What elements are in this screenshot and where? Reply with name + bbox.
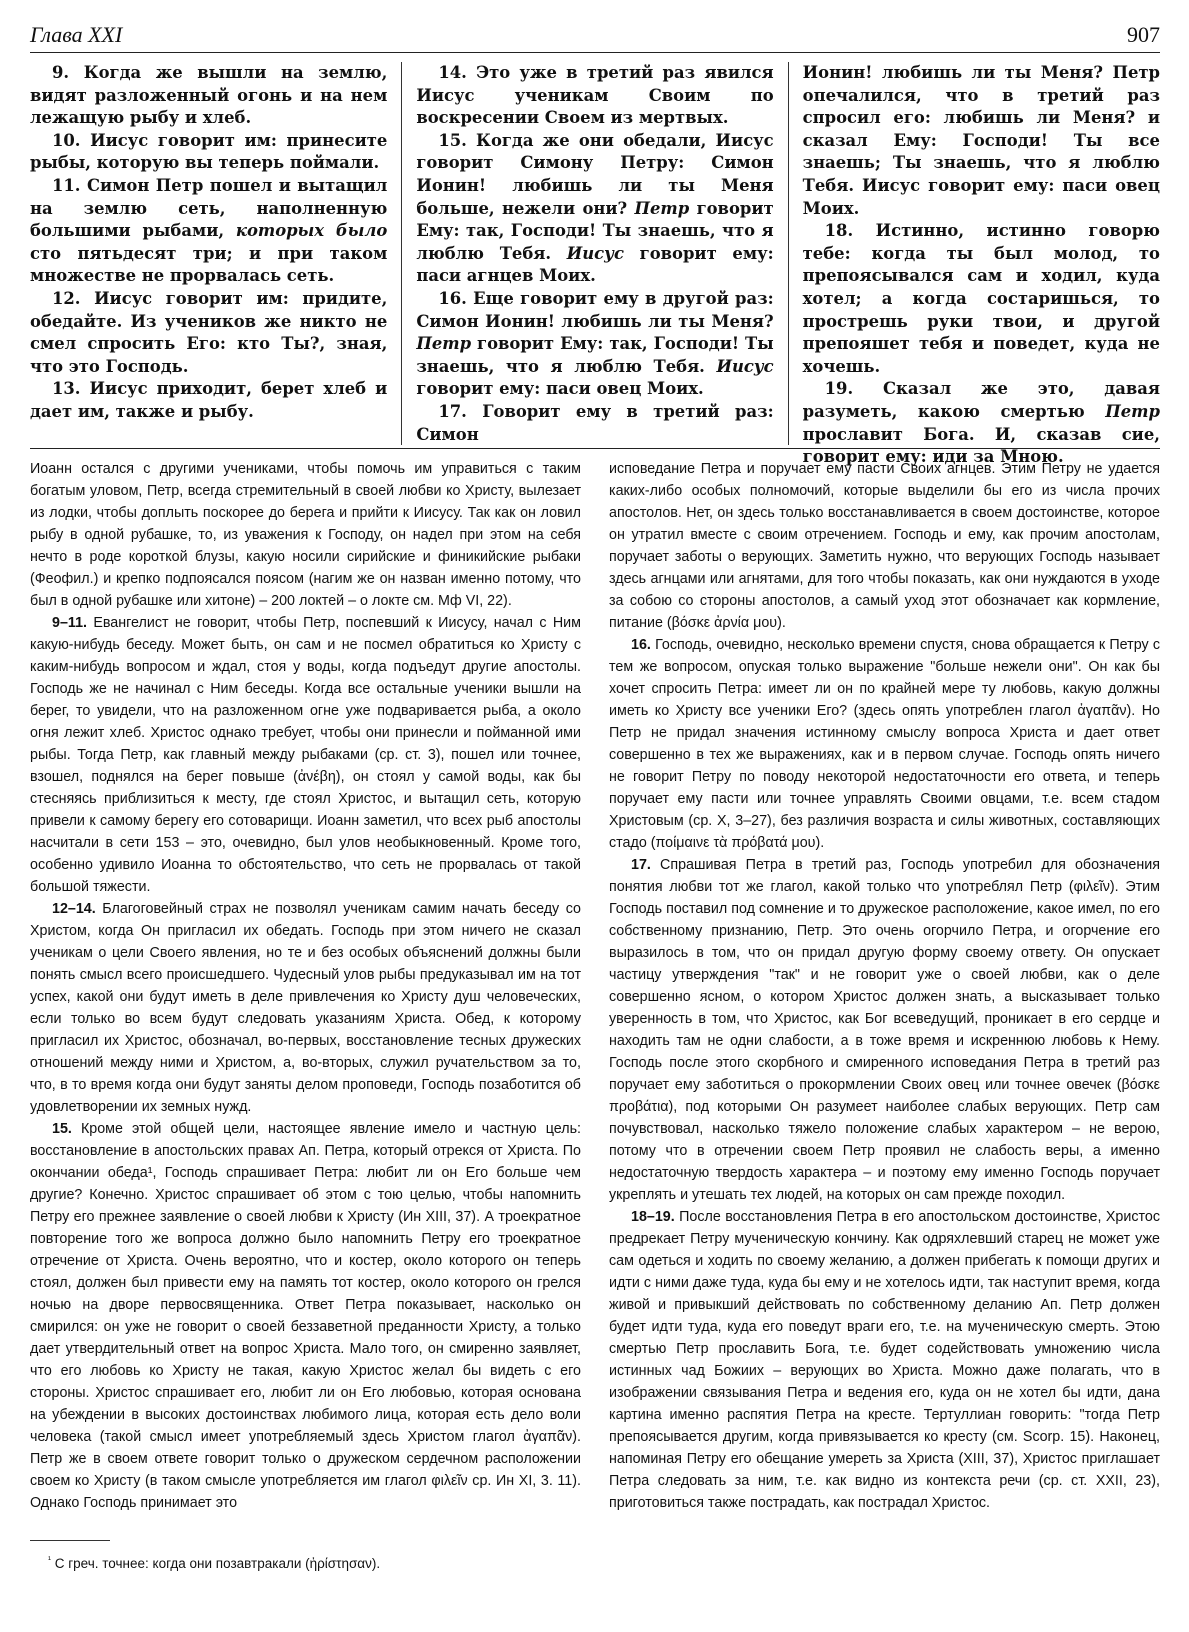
scripture-column-2 (401, 62, 787, 445)
commentary-paragraph: 9–11. Евангелист не говорит, чтобы Петр, поспевший к Иисусу, начал с Ним какую-нибудь беседу. Может быть, он сам и не посмел обратиться ко Христу с каким-нибудь вопросом и ждал, стоя у воды, когда подъедут другие апостолы. Господь же не начинал с Ним беседы. Когда все остальные ученики вышли на берег, то увидели, что на разложенном огне уже подваривается рыба, а около огня лежит хлеб. Христос однако требует, чтобы они принесли и пойманной ими рыбы. Тогда Петр, как главный между рыбаками (ср. ст. 3), пошел или точнее, взошел, поднялся на берег повыше (ἀνέβη), он стоял у самой воды, как бы стесняясь приблизиться к месту, где стоял Христос, и вытащил сеть, которую привели к самому берегу его сотоварищи. Иоанн заметил, что всех рыб апостолы насчитали в сети 153 – это, очевидно, был улов необыкновенный. Кроме того, особенно удивило Иоанна то обстоятельство, что сеть не прорвалась от такой большой тяжести. (30, 615, 581, 895)
verse-19: 19. Сказал же это, давая разуметь, какою смертью Петр прославит Бога. И, сказав сие, говорит ему: иди за Мною. (802, 379, 1160, 467)
verse-16: 16. Еще говорит ему в другой раз: Симон Ионин! любишь ли ты Меня? Петр говорит Ему: так, Господи! Ты знаешь, что я люблю Тебя. Иисус говорит ему: паси овец Моих. (416, 288, 774, 399)
commentary-paragraph: 18–19. После восстановления Петра в его апостольском достоинстве, Христос предрекает Петру мученическую кончину. Как одряхлевший старец не может уже сам одеться и ходить по своему желанию, а должен прибегать к помощи других и идти с ними даже туда, куда бы ему и не хотелось идти, так наступит время, когда живой и привыкший действовать по собственному деланию Ап. Петр должен будет идти туда, куда его поведут враги его, т.е. на мученическую смерть. Этою смертью Петр прославить Бога, т.е. будет содействовать умножению числа истинных чад Божиих – верующих во Христа. Можно даже полагать, что в изображении связывания Петра и ведения его, куда он не хотел бы идти, дана картина именно распятия Петра на кресте. Тертуллиан говорить: "тогда Петр препоясывается другим, когда привязывается ко кресту (см. Scorp. 15). Наконец, напоминая Петру его обещание умереть за Христа (XIII, 37), Христос приглашает Петра следовать за ним, т.е. как видно из контекста речи (ср. ст. XXII, 23), приготовиться также пострадать, как пострадал Христос. (609, 1209, 1160, 1511)
verse-10: 10. Иисус говорит им: принесите рыбы, которую вы теперь поймали. (30, 130, 388, 173)
commentary-paragraph: 12–14. Благоговейный страх не позволял ученикам самим начать беседу со Христом, когда Он пригласил их обедать. Господь при этом ничего не сказал ученикам о цели Своего явления, но те и без особых объяснений должны были понять смысл всего происшедшего. Чудесный улов рыбы предуказывал им на тот успех, какой они будут иметь в деле привлечения ко Христу душ человеческих, если только во всем будут следовать указаниям Христа. Обед, к которому пригласил их Христос, обозначал, во-первых, восстановление тесных дружеских отношений между ними и Христом, а, во-вторых, служил ручательством за то, что, в то время когда они будут заняты делом проповеди, Господь позаботится об удовлетворении их земных нужд. (30, 901, 581, 1115)
section-divider (30, 448, 1160, 449)
commentary-paragraph: исповедание Петра и поручает ему пасти Своих агнцев. Этим Петру не удается каких-либо особых полномочий, которые выделили бы его из числа прочих апостолов. Нет, он здесь только восстанавливается в своем достоинстве, которое он утратил вместе с своим отречением. Господь и ему, как прочим апостолам, поручает заботы о верующих. Заметить нужно, что верующих Господь называет здесь агнцами или агнятами, для того чтобы показать, как они нуждаются в уходе за собою со стороны апостолов, а самый уход этот обозначает как кормление, питание (βόσκε ἀρνία μου). (609, 461, 1160, 631)
verse-13: 13. Иисус приходит, берет хлеб и дает им, также и рыбу. (30, 379, 388, 421)
commentary-paragraph: Иоанн остался с другими учениками, чтобы помочь им управиться с таким богатым уловом, Петр, всегда стремительный в своей любви ко Христу, вылезает из лодки, чтобы доплыть поскорее до берега и прийти к Иисусу. Так как он ловил рыбу в одной рубашке, то, из уважения к Господу, он надел при этом на себя нечто в роде короткой блузы, какую носили сирийские и финикийские рыбаки (Феофил.) и крепко подпоясался поясом (нагим же он назван именно потому, что был в одной рубашке или хитоне) – 200 локтей – о локте см. Мф VI, 22). (30, 461, 581, 609)
commentary-paragraph: 15. Кроме этой общей цели, настоящее явление имело и частную цель: восстановление в апостольских правах Ап. Петра, который отрекся от Христа. По окончании обеда¹, Господь спрашивает Петра: любит ли он Его больше чем другие? Конечно. Христос спрашивает об этом с тою целью, чтобы напомнить Петру его прежнее заявление о своей любви к Христу (Ин XIII, 37). А троекратное повторение того же вопроса должно было напомнить Петру его троекратное отречение от Христа. Очень вероятно, что и костер, около которого он теперь стоял, должен был привести ему на память тот костер, около которого он грелся ночью на дворе первосвященника. Ответ Петра показывает, насколько он смирился: он уже не говорит о своей беззаветной преданности Христу, а только дает утвердительный ответ на вопрос Христа. Мало того, он смиренно заявляет, что его любовь ко Христу не такая, какую Христос желал бы видеть с его стороны. Христос спрашивает его, любит ли он Его любовью, которая основана на убеждении в высоких достоинствах любимого лица, которая есть дело воли человека (такой смысл имеет употребляемый здесь Христом глагол ἀγαπᾶν). Петр же в своем ответе говорит только о дружеском сердечном расположении своем ко Христу (в таком смысле употребляется им глагол φιλεῖν ср. Ин XI, 3. 11). Однако Господь принимает это (30, 1121, 581, 1511)
verse-17-cont: Ионин! любишь ли ты Меня? Петр опечалился, что в третий раз спросил его: любишь ли Меня? и сказал Ему: Господи! Ты все знаешь; Ты знаешь, что я люблю Тебя. Иисус говорит ему: паси овец Моих. (802, 63, 1160, 218)
verse-12: 12. Иисус говорит им: придите, обедайте. Из учеников же никто не смел спросить Его: кто Ты?, зная, что это Господь. (30, 288, 388, 376)
verse-9: 9. Когда же вышли на землю, видят разложенный огонь и на нем лежащую рыбу и хлеб. (30, 63, 388, 128)
footnote-rule (30, 1540, 110, 1541)
verse-18: 18. Истинно, истинно говорю тебе: когда ты был молод, то препоясывался сам и ходил, куда хотел; а когда состаришься, то прострешь руки твои, и другой препояшет тебя и поведет, куда не хочешь. (802, 221, 1160, 376)
footnote-mark: ¹ (48, 1554, 51, 1565)
scripture-column-3 (788, 62, 1160, 467)
running-head (30, 22, 1160, 53)
commentary-paragraph: 17. Спрашивая Петра в третий раз, Господь употребил для обозначения понятия любви тот же глагол, какой только что употреблял Петр (φιλεῖν). Этим Господь поставил под сомнение и то дружеское расположение, какое имел, по его собственному признанию, Петр. Это очень огорчило Петра, и огорчение его выразилось в том, что он придал другую форму своему ответу. Он опускает частицу утверждения "так" и не говорит уже о своей любви, как о деле совершенно ясном, о котором Христос должен знать, а высказывает только уверенность в том, что Христос, как Бог всеведущий, проникает в его сердце и находить там не одни слабости, а в тоже время и искреннюю любовь к Нему. Господь после этого скорбного и смиренного исповедания Петра в третий раз поручает ему заботиться о прокормлении Своих овец или точнее овечек (βόσκε προβάτια), под которыми Он разумеет наиболее слабых верующих. Петр сам почувствовал, насколько тяжело положение слабых характером – не верою, потому что в отречении своем Петр проявил не слабость веры, а именно недостаточную твердость характера – и поэтому ему именно Господь поручает укреплять и утешать тех людей, на которых он сам прежде походил. (609, 857, 1160, 1203)
footnote-text: С греч. точнее: когда они позавтракали (ἠρίστησαν). (51, 1556, 381, 1571)
scripture-column-1 (30, 62, 401, 445)
footnote (48, 1556, 380, 1571)
verse-17-start: 17. Говорит ему в третий раз: Симон (416, 401, 774, 444)
commentary-block (30, 458, 1160, 1518)
commentary-column-1 (30, 458, 595, 1518)
verse-14: 14. Это уже в третий раз явился Иисус ученикам Своим по воскресении Своем из мертвых. (416, 63, 774, 128)
scripture-block (30, 62, 1160, 467)
chapter-title: Глава XXI (30, 22, 123, 47)
page-number: 907 (1127, 22, 1160, 47)
commentary-paragraph: 16. Господь, очевидно, несколько времени спустя, снова обращается к Петру с тем же вопросом, опуская только выражение "больше нежели они". Он как бы хочет спросить Петра: имеет ли он по крайней мере ту любовь, какую должны иметь ко Христу все ученики Его? (здесь опять употреблен глагол ἀγαπᾶν). Но Петр не придал значения истинному смыслу вопроса Христа и дает ответ совершенно в тех же выражениях, как и в первом случае. Господь опять ничего не говорит Петру по поводу некоторой недостаточности его ответа, и теперь поручает ему пасти или точнее управлять Своими овцами, т.е. всем стадом Христовым (ср. X, 3–27), без различия возраста и силы животных, составляющих стадо (ποίμαινε τὰ πρόβατά μου). (609, 637, 1160, 851)
verse-15: 15. Когда же они обедали, Иисус говорит Симону Петру: Симон Ионин! любишь ли ты Меня больше, нежели они? Петр говорит Ему: так, Господи! Ты знаешь, что я люблю Тебя. Иисус говорит ему: паси агнцев Моих. (416, 130, 774, 286)
commentary-column-2 (595, 458, 1160, 1518)
verse-11: 11. Симон Петр пошел и вытащил на землю сеть, наполненную большими рыбами, которых было сто пятьдесят три; и при таком множестве не прорвалась сеть. (30, 175, 388, 286)
